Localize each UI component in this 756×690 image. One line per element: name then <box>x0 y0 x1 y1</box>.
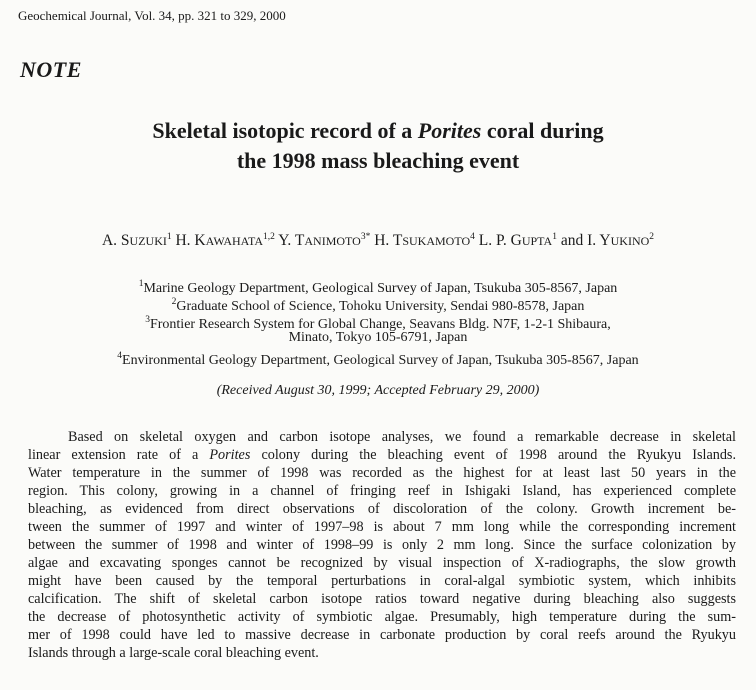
abstract-line: Islands through a large-scale coral bleaching event. <box>28 645 319 661</box>
abstract-line: Based on skeletal oxygen and carbon isotope analyses, we found a remarkable decrease in skeletal <box>68 429 736 445</box>
author: H. KAWAHATA$^{1,2}$ <box>175 232 275 249</box>
affiliation: $^3$Frontier Research System for Global Change, Seavans Bldg. N7F, 1-2-1 Shibaura, <box>145 315 611 332</box>
abstract-line: the decrease of photosynthetic activity of symbiotic algae. Presumably, high temperature during the sum- <box>28 609 736 625</box>
title-genus: Porites <box>417 118 482 143</box>
abstract-line: algae and excavating sponges cannot be recognized by visual inspection of X-radiographs, the slow growth <box>28 555 736 571</box>
author: A. SUZUKI$^1$ <box>101 232 172 249</box>
abstract-line: mer of 1998 could have led to massive decrease in carbonate production by coral reefs around the Ryukyu <box>28 627 736 643</box>
section-label: NOTE <box>20 57 82 82</box>
title-text: coral during <box>481 118 604 143</box>
received-accepted-dates: (Received August 30, 1999; Accepted February 29, 2000) <box>216 383 540 398</box>
author: Y. $TANIMOTO^{3*}$ <box>278 232 371 249</box>
title-text: Skeletal isotopic record of a <box>152 118 418 143</box>
abstract-line: linear extension rate of a Porites colony during the bleaching event of 1998 around the Ryukyu Islands. <box>28 447 737 463</box>
affiliation: $^1$Marine Geology Department, Geological Survey of Japan, Tsukuba 305-8567, Japan <box>138 279 618 296</box>
abstract-line: between the summer of 1998 and winter of 1998–99 is only 2 mm long. Since the surface colonization by <box>28 537 736 553</box>
paper-title-line-2: the 1998 mass bleaching event <box>236 148 520 173</box>
author: H. TSUKAMOTO$^4$ <box>374 232 475 249</box>
affiliation: Minato, Tokyo 105-6791, Japan <box>288 330 468 345</box>
author-list: A. SUZUKI$^1$ H. KAWAHATA$^{1,2}$ Y. $TANIMOTO^{3*}$ H. TSUKAMOTO$^4$ L. P. GUPTA$^1$ and I. YUKINO$^2$ <box>101 232 655 249</box>
abstract-line: Water temperature in the summer of 1998 was recorded as the highest for at least last 50 years in the <box>28 465 736 481</box>
author: I. YUKINO$^2$ <box>587 232 655 249</box>
abstract-line: bleaching, as evidenced from direct observations of discoloration of the colony. Growth increment be- <box>28 501 736 517</box>
abstract-line: might have been caused by the temporal perturbations in coral-algal symbiotic system, which inhibits <box>28 573 736 589</box>
abstract-line: region. This colony, growing in a channel of fringing reef in Ishigaki Island, has experienced complete <box>28 483 736 499</box>
paper-title-line-1 <box>0 116 756 146</box>
journal-header: Geochemical Journal, Vol. 34, pp. 321 to 329, 2000 <box>18 8 286 23</box>
abstract-line: calcification. The shift of skeletal carbon isotope ratios toward negative during bleaching also suggests <box>28 591 736 607</box>
genus-name: Porites <box>209 447 251 463</box>
affiliation: $^4$Environmental Geology Department, Geological Survey of Japan, Tsukuba 305-8567, Japan <box>117 351 639 368</box>
author: L. P. GUPTA$^1$ <box>478 232 557 249</box>
abstract-line: tween the summer of 1997 and winter of 1997–98 is about 7 mm long while the corresponding increment <box>28 519 736 535</box>
affiliation: $^2$Graduate School of Science, Tohoku University, Sendai 980-8578, Japan <box>171 297 585 314</box>
